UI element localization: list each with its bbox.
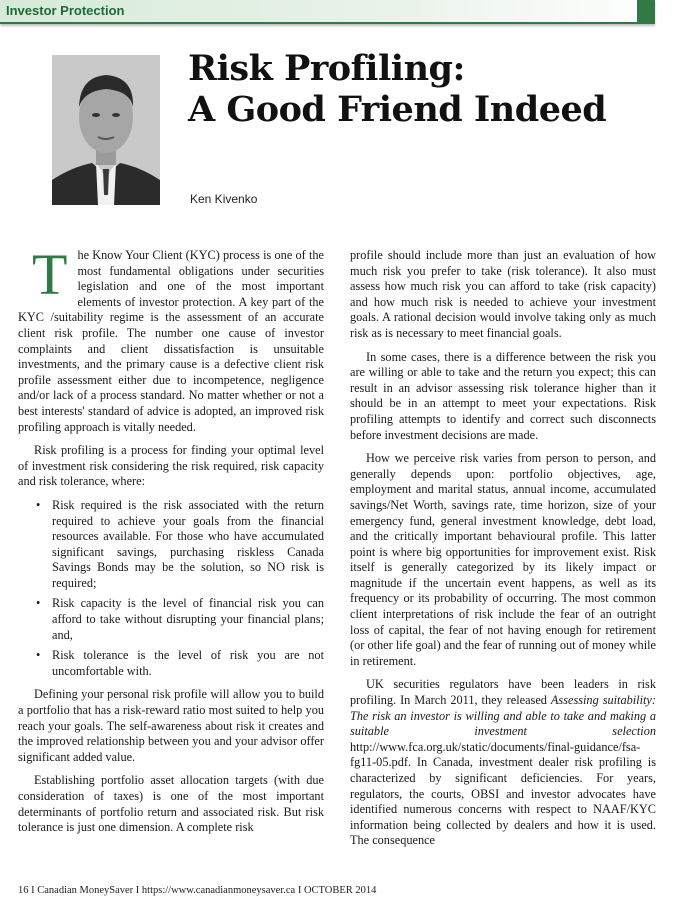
list-item: • Risk capacity is the level of financial risk you can afford to take without disrupting your financial plans; and, (52, 596, 324, 643)
article-title (188, 48, 606, 130)
author-photo (52, 55, 160, 205)
drop-cap: T (32, 242, 68, 307)
publication-title: Assessing suitability: The risk an investor is willing and able to take and making a suitable investment selection (350, 693, 656, 739)
paragraph: Risk profiling is a process for finding your optimal level of investment risk considering the risk required, risk capacity and risk tolerance, where: (18, 443, 324, 489)
paragraph (350, 677, 656, 849)
right-column (350, 248, 656, 857)
paragraph: Establishing portfolio asset allocation targets (with due consideration of taxes) is one of the most important determinants of portfolio return and associated risk. But risk tolerance is just one dimension. A complete risk (18, 773, 324, 835)
left-column (18, 242, 324, 844)
author-name: Ken Kivenko (190, 192, 258, 206)
paragraph: profile should include more than just an evaluation of how much risk you prefer to take (risk tolerance). It also must assess how much risk you can afford to take (risk capacity) and how much risk is needed to achieve your investment goals. A rational decision would involve taking only as much risk as is necessary to meet financial goals. (350, 248, 656, 340)
paragraph: Defining your personal risk profile will allow you to build a portfolio that has a risk-reward ratio most suited to help you reach your goals. The self-awareness about risk it creates and the improved relationship between you and your advisor offer significant added value. (18, 687, 324, 764)
section-label: Investor Protection (6, 3, 125, 18)
page-footer: 16 I Canadian MoneySaver I https://www.canadianmoneysaver.ca I OCTOBER 2014 (18, 885, 377, 896)
section-banner (0, 0, 655, 24)
banner-cap (637, 0, 655, 22)
intro-paragraph (18, 242, 324, 435)
paragraph-text: http://www.fca.org.uk/static/documents/final-guidance/fsa-fg11-05.pdf. In Canada, investment dealer risk profiling is characterized by significant deficiencies. For years, regulators, the courts, OBSI and investor advocates have identified numerous concerns with respect to NAAF/KYC information being collected by dealers and how it is used. The consequence (350, 739, 656, 848)
list-item: • Risk required is the risk associated with the return required to achieve your goals from the financial resources available. For those who have accumulated significant savings, purchasing riskless Canada Savings Bonds may be the solution, so NO risk is required; (52, 498, 324, 592)
intro-text: he Know Your Client (KYC) process is one of the most fundamental obligations under securities legislation and one of the most important elements of investor protection. A key part of the KYC /suitability regime is the assessment of an accurate client risk profile. The number one cause of investor complaints and client dissatisfaction is unsuitable investments, and the primary cause is a defective client risk profile assessment either due to incompetence, negligence and/or lack of a process standard. No matter whether or not a best interests' standard of advice is adopted, an improved risk profiling approach is vitally needed. (18, 248, 324, 434)
paragraph: How we perceive risk varies from person to person, and generally depends upon: portfolio objectives, age, employment and marital status, annual income, accumulated savings/Net Worth, savings rate, time horizon, size of your emergency fund, general investment knowledge, debt load, and the critically important behavioural profile. This latter point is where big opportunities for improvement exist. Risk itself is generally categorized by its likely impact or magnitude if the uncertain event happens, as well as its frequency or its probability of occurring. The most common client interpretations of risk include the fear of an outright loss of capital, the fear of not having enough for retirement (or other life goal) and the fear of running out of money while in retirement. (350, 451, 656, 668)
paragraph-text: UK securities regulators have been leaders in risk profiling. In March 2011, they released (350, 677, 656, 708)
list-item: • Risk tolerance is the level of risk you are not uncomfortable with. (52, 648, 324, 679)
bullet-list (18, 498, 324, 680)
portrait-icon (52, 55, 160, 205)
title-line-2: A Good Friend Indeed (188, 89, 607, 130)
paragraph: In some cases, there is a difference between the risk you are willing or able to take and the return you expect; this can result in an advisor assessing risk tolerance higher than it should be in an attempt to meet your expectations. Risk profiling attempts to identify and correct such disconnects before investment decisions are made. (350, 349, 656, 442)
title-line-1: Risk Profiling: (188, 48, 465, 89)
